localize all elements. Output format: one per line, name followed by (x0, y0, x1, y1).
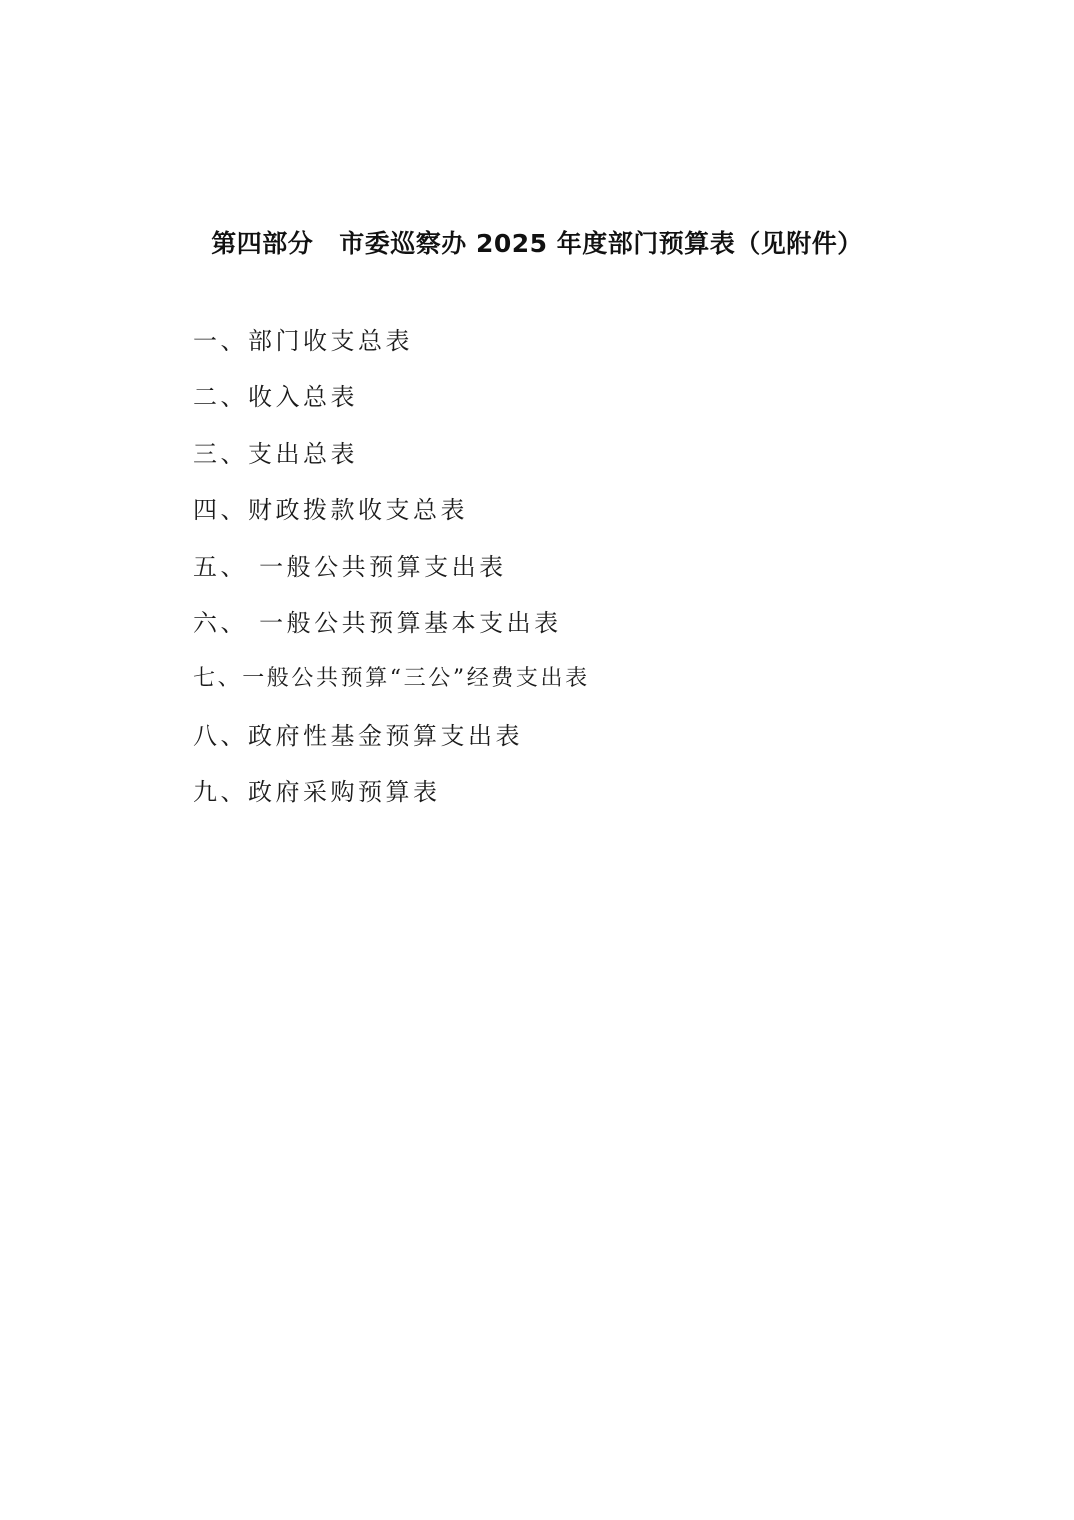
budget-table-list (193, 320, 893, 828)
list-item: 三、支出总表 (193, 439, 358, 468)
part-label: 第四部分 (211, 229, 314, 258)
list-item: 七、一般公共预算“三公”经费支出表 (193, 666, 590, 692)
list-item: 九、政府采购预算表 (193, 778, 441, 807)
list-item: 八、政府性基金预算支出表 (193, 721, 523, 750)
section-title: 市委巡察办 2025 年度部门预算表（见附件） (339, 229, 863, 258)
list-item: 五、 一般公共预算支出表 (193, 552, 507, 581)
list-item: 六、 一般公共预算基本支出表 (193, 608, 562, 637)
section-heading (0, 224, 1074, 264)
list-item: 二、收入总表 (193, 383, 358, 412)
list-item: 四、财政拨款收支总表 (193, 496, 468, 525)
list-item: 一、部门收支总表 (193, 327, 413, 355)
